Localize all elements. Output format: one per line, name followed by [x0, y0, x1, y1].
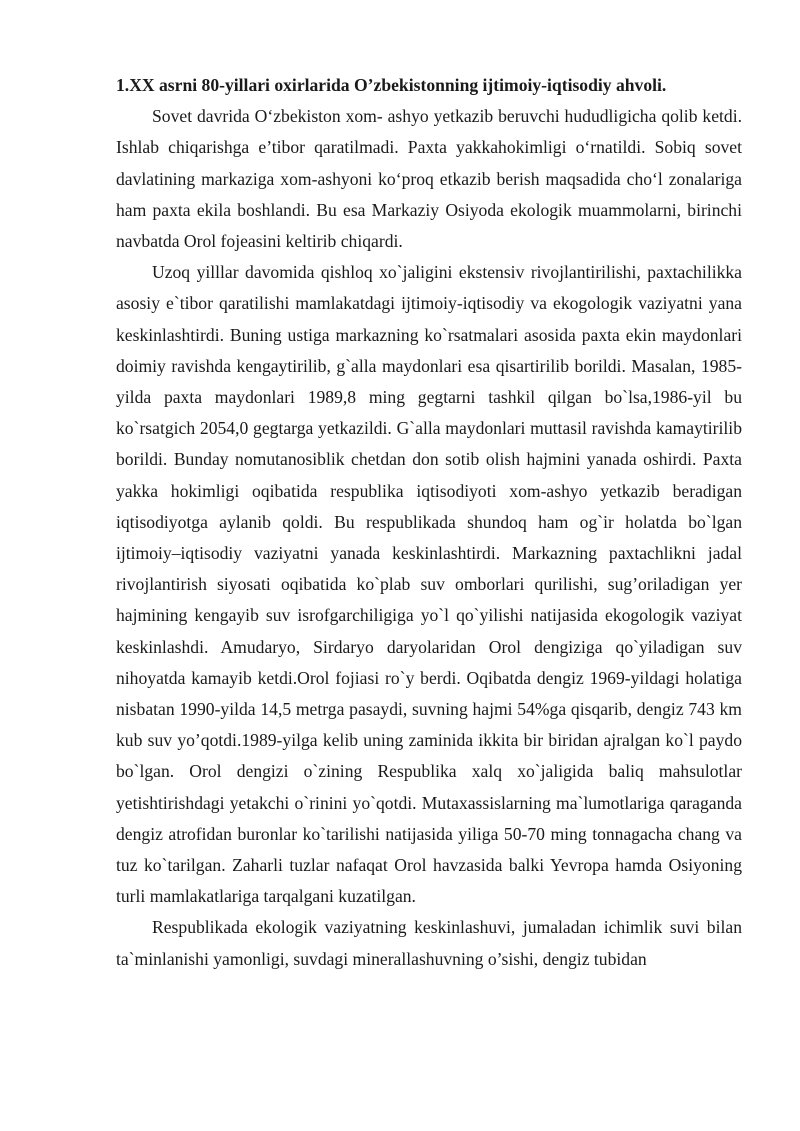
section-heading: 1.XX asrni 80-yillari oxirlarida O’zbekistonning ijtimoiy-iqtisodiy ahvoli.: [116, 75, 667, 95]
paragraph-ecology: Respublikada ekologik vaziyatning keskinlashuvi, jumaladan ichimlik suvi bilan ta`minlanishi yamonligi, suvdagi minerallashuvning o’sishi, dengiz tubidan: [116, 917, 742, 969]
paragraph-cotton-monopoly: Uzoq yilllar davomida qishloq xo`jaligini ekstensiv rivojlantirilishi, paxtachilikka asosiy e`tibor qaratilishi mamlakatdagi ijtimoiy-iqtisodiy va ekogologik vaziyatni yana keskinlashtirdi. Buning ustiga markazning ko`rsatmalari asosida paxta ekin maydonlari doimiy ravishda kengaytirilib, g`alla maydonlari esa qisartirilib borildi. Masalan, 1985-yilda paxta maydonlari 1989,8 ming gegtarni tashkil qilgan bo`lsa,1986-yil bu ko`rsatgich 2054,0 gegtarga yetkazildi. G`alla maydonlari muttasil ravishda kamaytirilib borildi. Bunday nomutanosiblik chetdan don sotib olish hajmini yanada oshirdi. Paxta yakka hokimligi oqibatida respublika iqtisodiyoti xom-ashyo yetkazib beradigan iqtisodiyotga aylanib qoldi. Bu respublikada shundoq ham og`ir holatda bo`lgan ijtimoiy–iqtisodiy vaziyatni yanada keskinlashtirdi. Markazning paxtachlikni jadal rivojlantirish siyosati oqibatida ko`plab suv omborlari qurilishi, sug’oriladigan yer hajmining kengayib suv isrofgarchiligiga yo`l qo`yilishi natijasida ekogologik vaziyat keskinlashdi. Amudaryo, Sirdaryo daryolaridan Orol dengiziga qo`yiladigan suv nihoyatda kamayib ketdi.Orol fojiasi ro`y berdi. Oqibatda dengiz 1969-yildagi holatiga nisbatan 1990-yilda 14,5 metrga pasaydi, suvning hajmi 54%ga qisqarib, dengiz 743 km kub suv yo’qotdi.1989-yilga kelib uning zaminida ikkita bir biridan ajralgan ko`l paydo bo`lgan. Orol dengizi o`zining Respublika xalq xo`jaligida baliq mahsulotlar yetishtirishdagi yetakchi o`rinini yo`qotdi. Mutaxassislarning ma`lumotlariga qaraganda dengiz atrofidan buronlar ko`tarilishi natijasida yiliga 50-70 ming tonnagacha chang va tuz ko`tarilgan. Zaharli tuzlar nafaqat Orol havzasida balki Yevropa hamda Osiyoning turli mamlakatlariga tarqalgani kuzatilgan.: [116, 262, 742, 907]
paragraph-soviet-period: Sovet davrida O‘zbekiston xom- ashyo yetkazib beruvchi hududligicha qolib ketdi. Ishlab chiqarishga e’tibor qaratilmadi. Paxta yakkahokimligi o‘rnatildi. Sobiq sovet davlatining markaziga xom-ashyoni ko‘proq etkazib berish maqsadida cho‘l zonalariga ham paxta ekila boshlandi. Bu esa Markaziy Osiyoda ekologik muammolarni, birinchi navbatda Orol fojeasini keltirib chiqardi.: [116, 106, 742, 252]
document-page: [116, 70, 742, 975]
